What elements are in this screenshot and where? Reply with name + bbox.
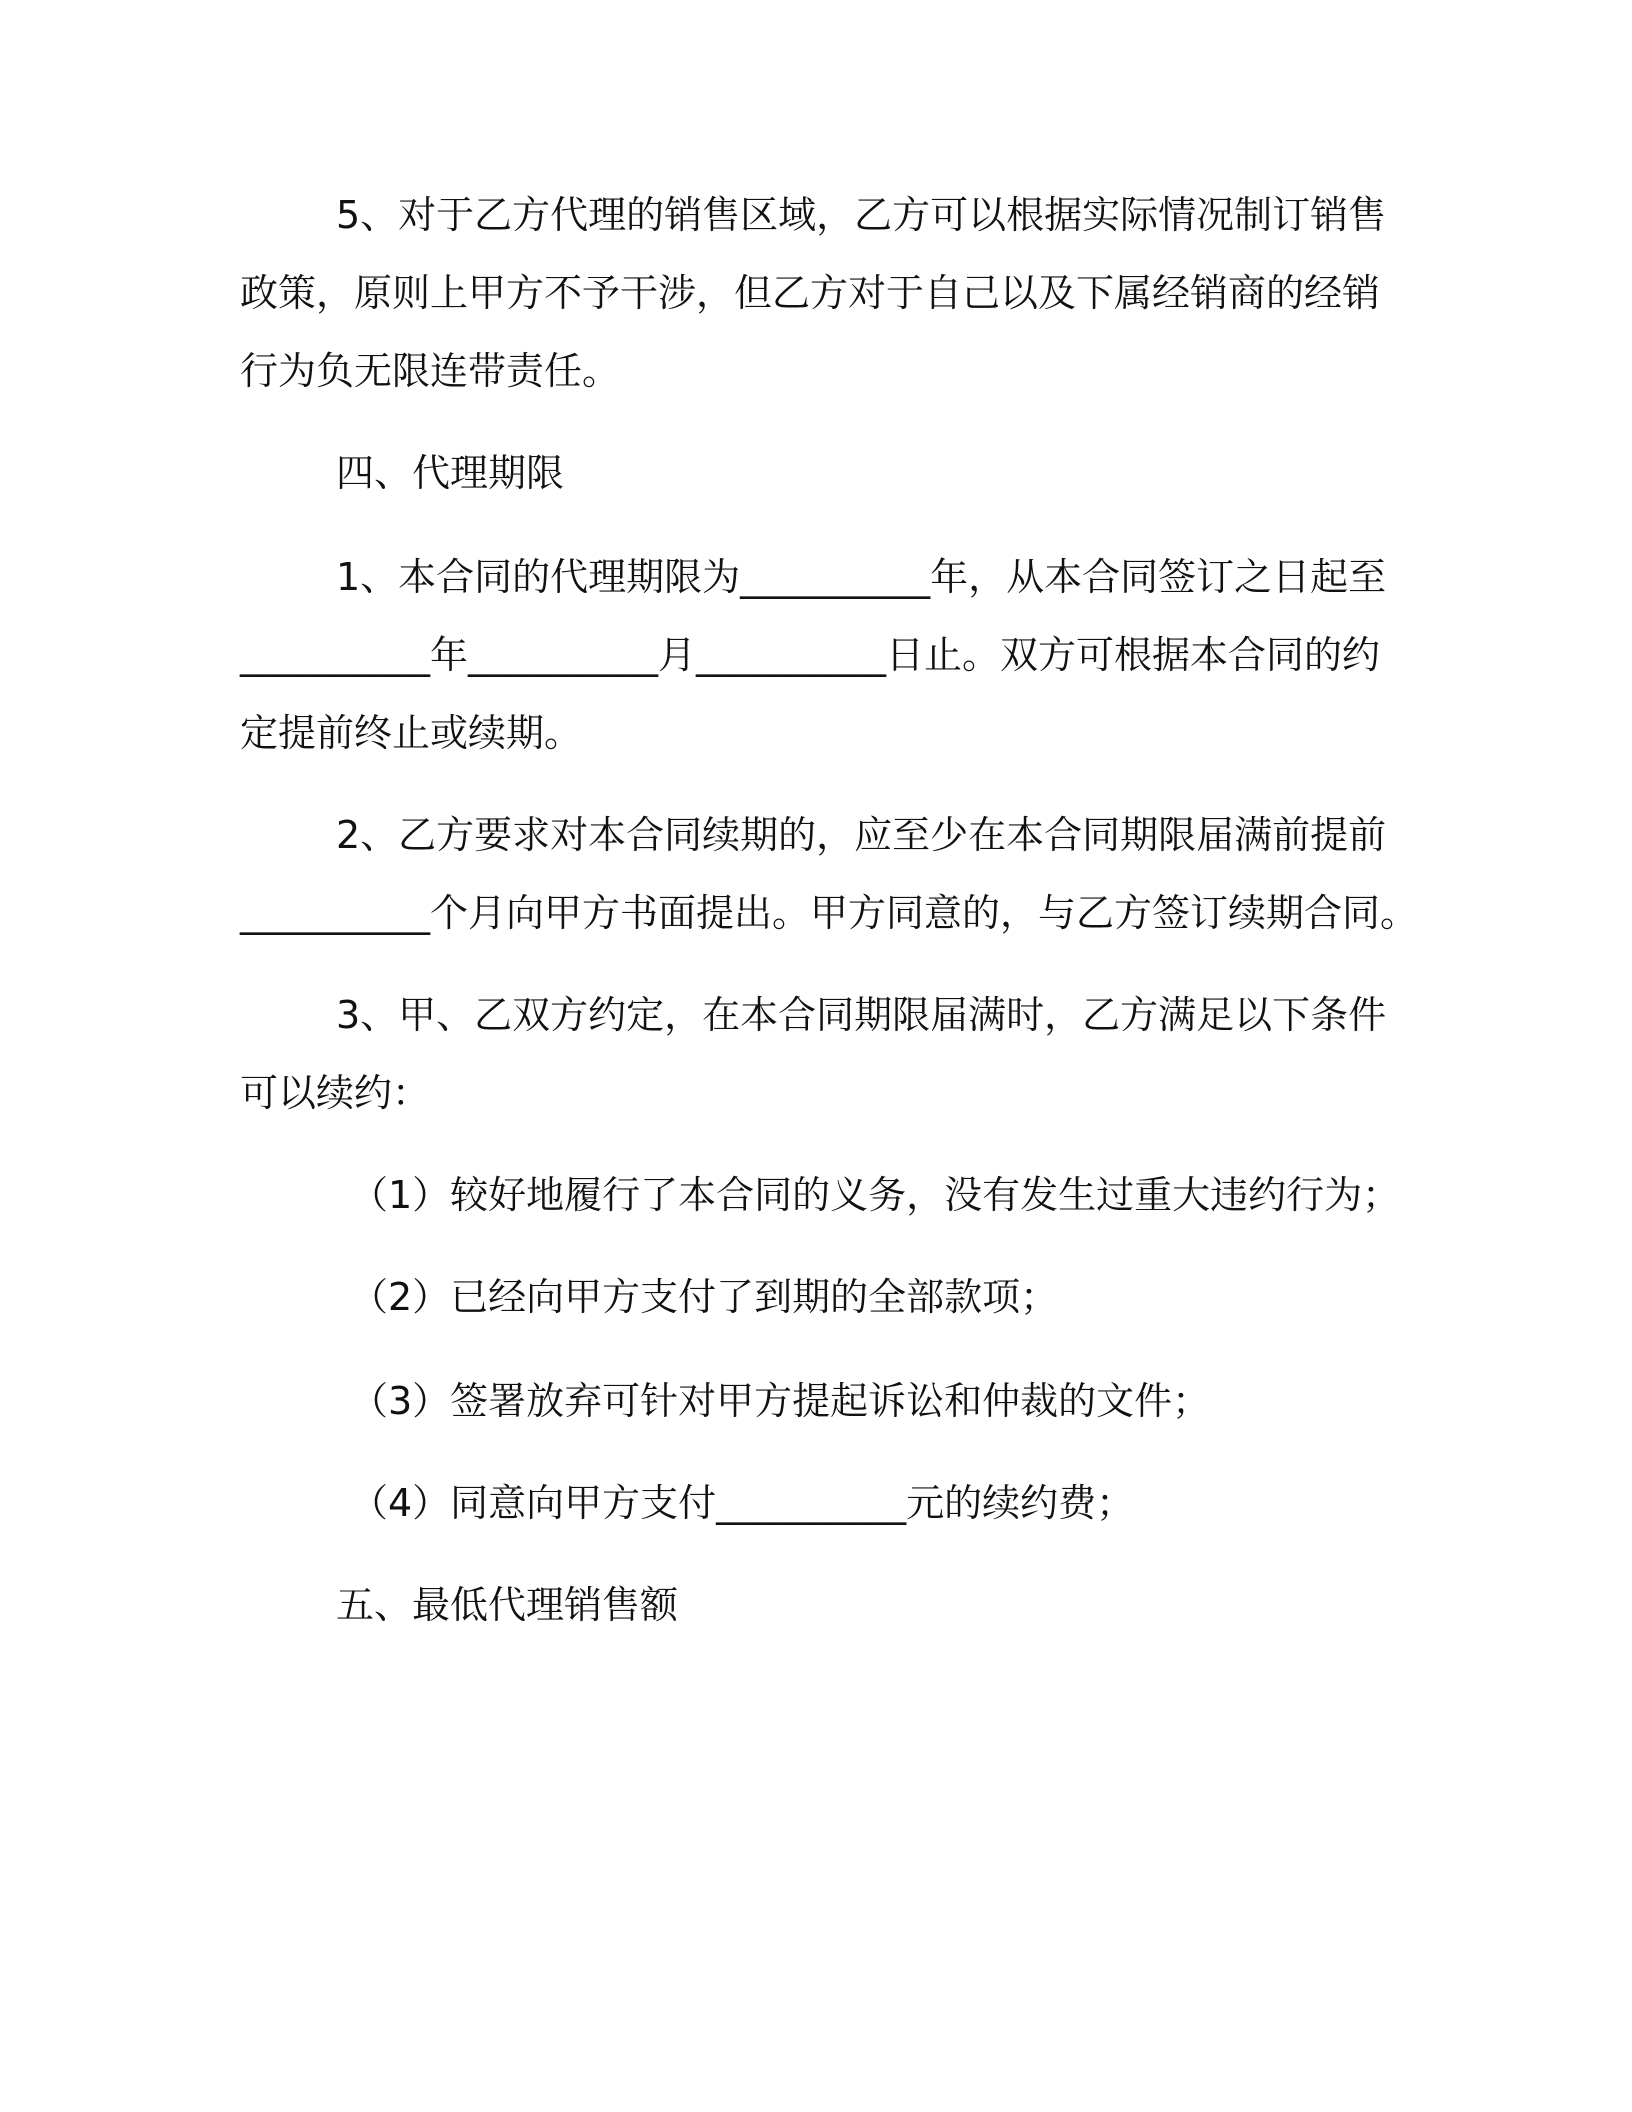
paragraph-line: 5、对于乙方代理的销售区域，乙方可以根据实际情况制订销售 bbox=[336, 193, 1387, 237]
paragraph-line: 可以续约： bbox=[240, 1071, 431, 1115]
paragraph-line: 1、本合同的代理期限为__________年，从本合同签订之日起至 bbox=[336, 555, 1387, 599]
paragraph-line: __________年__________月__________日止。双方可根据本合同的约 bbox=[240, 633, 1381, 677]
paragraph-line: 3、甲、乙双方约定，在本合同期限届满时，乙方满足以下条件 bbox=[336, 993, 1387, 1037]
paragraph-line: 2、乙方要求对本合同续期的，应至少在本合同期限届满前提前 bbox=[336, 813, 1387, 857]
paragraph-line: 政策，原则上甲方不予干涉，但乙方对于自己以及下属经销商的经销 bbox=[240, 271, 1381, 315]
section-heading: 四、代理期限 bbox=[336, 451, 565, 495]
list-item: （4）同意向甲方支付__________元的续约费； bbox=[350, 1481, 1135, 1525]
paragraph-line: 行为负无限连带责任。 bbox=[240, 349, 621, 393]
paragraph-line: 定提前终止或续期。 bbox=[240, 711, 583, 755]
section-heading: 五、最低代理销售额 bbox=[336, 1583, 679, 1627]
list-item: （2）已经向甲方支付了到期的全部款项； bbox=[350, 1275, 1059, 1319]
list-item: （3）签署放弃可针对甲方提起诉讼和仲裁的文件； bbox=[350, 1379, 1211, 1423]
paragraph-line: __________个月向甲方书面提出。甲方同意的，与乙方签订续期合同。 bbox=[240, 891, 1419, 935]
list-item: （1）较好地履行了本合同的义务，没有发生过重大违约行为； bbox=[350, 1173, 1401, 1217]
